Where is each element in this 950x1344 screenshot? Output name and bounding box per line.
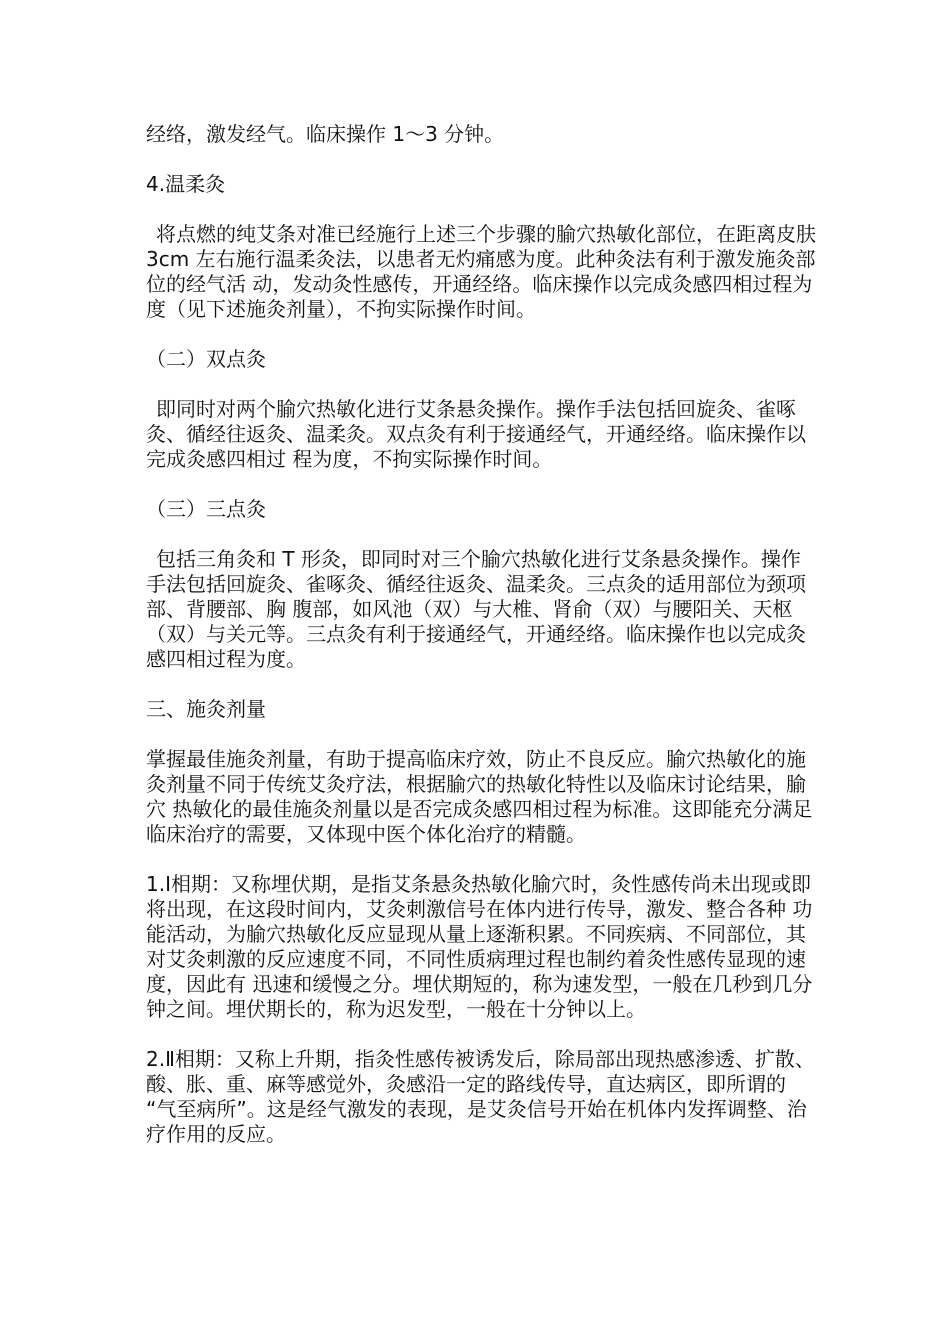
heading-triple-point-moxibustion: （三）三点灸 [146, 497, 266, 521]
paragraph-dosage: 掌握最佳施灸剂量，有助于提高临床疗效，防止不良反应。腧穴热敏化的施灸剂量不同于传统艾灸疗法，根据腧穴的热敏化特性以及临床讨论结果，腧穴 热敏化的最佳施灸剂量以是否完成灸感四相过程为标准。这即能充分满足临床治疗的需要，又体现中医个体化治疗的精髓。 [146, 747, 813, 846]
paragraph-triple-point-moxibustion: 包括三角灸和 T 形灸，即同时对三个腧穴热敏化进行艾条悬灸操作。操作手法包括回旋灸、雀啄灸、循经往返灸、温柔灸。三点灸的适用部位为颈项部、背腰部、胸 腹部，如风池（双）与大椎、肾俞（双）与腰阳关、天枢（双）与关元等。三点灸有利于接通经气，开通经络。临床操作也以完成灸感四相过程为度。 [146, 547, 806, 671]
heading-warm-moxibustion: 4.温柔灸 [146, 172, 226, 196]
paragraph-continuation: 经络，激发经气。临床操作 1～3 分钟。 [146, 122, 505, 146]
paragraph-phase-one: 1.Ⅰ相期：又称埋伏期，是指艾条悬灸热敏化腧穴时，灸性感传尚未出现或即将出现，在这段时间内，艾灸刺激信号在体内进行传导，激发、整合各种 功能活动，为腧穴热敏化反应显现从量上逐渐积累。不同疾病、不同部位，其对艾灸刺激的反应速度不同，不同性质病理过程也制约着灸性感传显现的速度，因此有 迅速和缓慢之分。埋伏期短的，称为速发型，一般在几秒到几分钟之间。埋伏期长的，称为迟发型，一般在十分钟以上。 [146, 872, 813, 1021]
document-page [146, 122, 818, 1172]
paragraph-phase-two: 2.Ⅱ相期：又称上升期，指灸性感传被诱发后，除局部出现热感渗透、扩散、酸、胀、重、麻等感觉外，灸感沿一定的路线传导，直达病区，即所谓的 “气至病所”。这是经气激发的表现，是艾灸信号开始在机体内发挥调整、治疗作用的反应。 [146, 1047, 815, 1146]
paragraph-double-point-moxibustion: 即同时对两个腧穴热敏化进行艾条悬灸操作。操作手法包括回旋灸、雀啄灸、循经往返灸、温柔灸。双点灸有利于接通经气，开通经络。临床操作以完成灸感四相过 程为度，不拘实际操作时间。 [146, 397, 806, 471]
heading-dosage: 三、施灸剂量 [146, 697, 266, 721]
heading-double-point-moxibustion: （二）双点灸 [146, 347, 266, 371]
paragraph-warm-moxibustion: 将点燃的纯艾条对准已经施行上述三个步骤的腧穴热敏化部位，在距离皮肤 3cm 左右施行温柔灸法，以患者无灼痛感为度。此种灸法有利于激发施灸部位的经气活 动，发动灸性感传，开通经络。临床操作以完成灸感四相过程为度（见下述施灸剂量），不拘实际操作时间。 [146, 222, 816, 321]
